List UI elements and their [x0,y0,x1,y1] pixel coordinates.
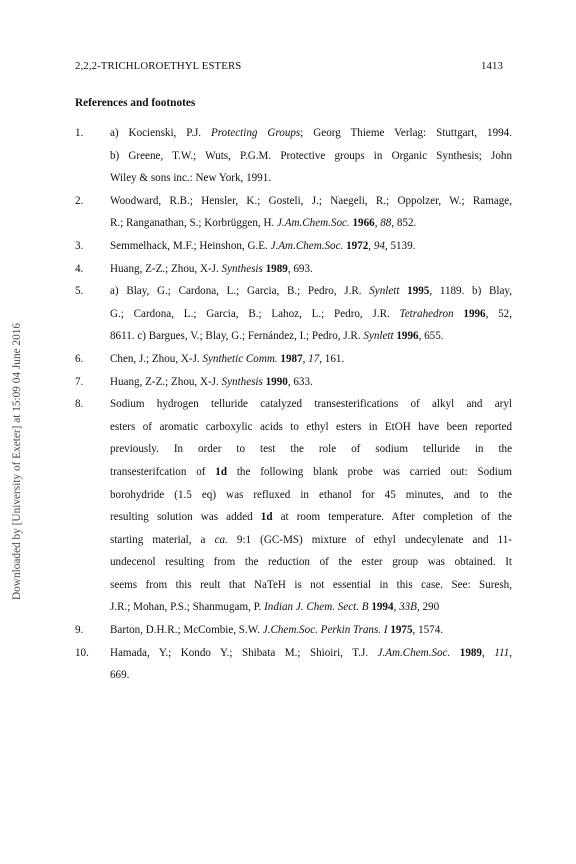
reference-number: 9. [75,624,84,637]
reference-line [110,190,512,213]
reference-line [110,551,512,574]
text-run: R.; Ranganathan, S.; Korbrüggen, H. [110,217,277,230]
reference-line [110,642,512,665]
italic-text: J.Am.Chem.Soc. [270,239,344,252]
text-run: resulting solution was added [110,511,261,524]
reference-text [110,280,512,348]
reference-item [75,190,512,235]
italic-text: 111 [494,646,510,659]
text-run: , [368,239,374,252]
reference-line [110,258,512,281]
bold-text: 1990 [265,375,288,388]
reference-list [75,122,512,687]
reference-line [110,122,512,145]
text-run: , [509,646,513,659]
text-run: 9:1 (GC-MS) mixture of ethyl undecylenate and 11- [227,533,512,546]
text-run: , 52, [485,307,513,320]
text-run: previously. In order to test the role of sodium telluride in the [110,443,512,456]
reference-number: 1. [75,127,84,139]
reference-text [110,393,512,619]
reference-text [110,258,512,281]
reference-item [75,393,512,619]
italic-text: Protecting Groups [211,127,301,139]
text-run: Semmelhack, M.F.; Heinshon, G.E. [110,239,271,252]
text-run: Huang, Z-Z.; Zhou, X-J. [110,262,222,275]
reference-text [110,348,512,371]
reference-line [110,348,512,371]
reference-line [110,393,512,416]
bold-text: 1d [260,511,273,524]
italic-text: Synlett [363,330,394,343]
bold-text: 1994 [371,601,394,614]
text-run: , [481,646,495,659]
italic-text: Indian J. Chem. Sect. B [264,601,369,614]
text-run: b) Greene, T.W.; Wuts, P.G.M. Protective groups in Organic Synthesis; John [110,149,512,162]
italic-text: Synthesis [221,262,263,275]
reference-line [110,461,512,484]
text-run: , 852. [391,217,417,230]
reference-item [75,348,512,371]
text-run: , 655. [418,330,444,343]
reference-number: 5. [75,285,84,298]
page-number: 1413 [481,60,503,72]
reference-text [110,371,512,394]
reference-text [110,619,512,642]
reference-number: 8. [75,398,84,411]
italic-text: ca. [214,533,228,546]
reference-item [75,619,512,642]
reference-text [110,642,512,687]
text-run: a) Blay, G.; Cardona, L.; Garcia, B.; Pedro, J.R. [110,285,370,298]
text-run: , 693. [287,262,313,275]
reference-number: 6. [75,352,84,365]
reference-line [110,484,512,507]
text-run: transesterifcation of [110,465,216,478]
bold-text: 1966 [352,217,375,230]
text-run: seems from this reult that NaTeH is not essential in this case. See: Suresh, [110,578,512,591]
bold-text: 1987 [280,352,303,365]
running-title: 2,2,2-TRICHLOROETHYL ESTERS [75,60,242,72]
reference-text [110,235,512,258]
reference-line [110,596,512,619]
reference-item [75,122,512,190]
reference-item [75,235,512,258]
text-run: a) Kocienski, P.J. [110,127,211,139]
italic-text: J.Am.Chem.Soc. [377,646,451,659]
reference-number: 2. [75,194,84,207]
bold-text: 1989 [459,646,482,659]
italic-text: 94 [373,239,385,252]
text-run: , 290 [416,601,440,614]
text-run: Barton, D.H.R.; McCombie, S.W. [110,624,263,637]
text-run: at room temperature. After completion of the [272,511,512,524]
bold-text: 1972 [346,239,369,252]
reference-line [110,438,512,461]
text-run: G.; Cardona, L.; Garcia, B.; Lahoz, L.; Pedro, J.R. [110,307,400,320]
text-run: borohydride (1.5 eq) was refluxed in ethanol for 45 minutes, and to the [110,488,512,501]
italic-text: Synthesis [221,375,263,388]
reference-item [75,642,512,687]
reference-item [75,280,512,348]
italic-text: Synthetic Comm. [202,352,278,365]
text-run: ; Georg Thieme Verlag: Stuttgart, 1994. [300,127,512,139]
text-run: Sodium hydrogen telluride catalyzed transesterifications of alkyl and aryl [110,398,512,411]
reference-number: 4. [75,262,84,275]
text-run: starting material, a [110,533,215,546]
text-run: 8611. c) Bargues, V.; Blay, G.; Fernández, I.; Pedro, J.R. [110,330,364,343]
text-run: the following blank probe was carried out: Sodium [227,465,512,478]
reference-line [110,529,512,552]
italic-text: 17 [308,352,320,365]
reference-line [110,506,512,529]
text-run: undecenol resulting from the reduction of the ester group was obtained. It [110,556,512,569]
reference-text [110,122,512,190]
reference-line [110,664,512,687]
reference-text [110,190,512,235]
italic-text: Tetrahedron [399,307,454,320]
text-run: , [393,601,400,614]
reference-number: 7. [75,375,84,388]
italic-text: Synlett [369,285,400,298]
text-run [450,647,460,659]
download-watermark: Downloaded by [University of Exeter] at 15:09 04 June 2016 [11,322,23,600]
text-run: Woodward, R.B.; Hensler, K.; Gosteli, J.; Naegeli, R.; Oppolzer, W.; Ramage, [110,194,512,207]
text-run: , 1574. [412,624,444,637]
section-title: References and footnotes [75,97,196,109]
text-run: Wiley & sons inc.: New York, 1991. [110,172,272,185]
reference-line [110,371,512,394]
bold-text: 1996 [396,330,419,343]
text-run: , [374,217,381,230]
bold-text: 1d [215,465,227,478]
bold-text: 1995 [407,285,430,298]
reference-number: 3. [75,239,84,252]
text-run [454,308,464,320]
bold-text: 1989 [265,262,288,275]
text-run: 669. [110,669,130,682]
reference-line [110,303,512,326]
text-run: esters of aromatic carboxylic acids to ethyl esters in EtOH have been reported [110,420,512,433]
text-run: , 5139. [384,239,416,252]
reference-line [110,212,512,235]
reference-item [75,258,512,281]
reference-line [110,167,512,190]
reference-number: 10. [75,646,89,659]
reference-line [110,325,512,348]
bold-text: 1975 [390,624,413,637]
italic-text: 33B [399,601,417,614]
reference-line [110,235,512,258]
text-run: , 161. [319,352,345,365]
italic-text: J.Am.Chem.Soc. [277,217,350,230]
bold-text: 1996 [463,307,486,320]
italic-text: J.Chem.Soc. Perkin Trans. I [262,624,388,637]
reference-line [110,619,512,642]
text-run [399,285,407,297]
text-run: , [302,352,309,365]
reference-line [110,574,512,597]
text-run: , 633. [287,375,313,388]
reference-line [110,145,512,168]
reference-item [75,371,512,394]
italic-text: 88 [380,217,392,230]
text-run: J.R.; Mohan, P.S.; Shanmugam, P. [110,601,265,614]
reference-line [110,280,512,303]
text-run: , 1189. b) Blay, [429,285,512,298]
text-run: Chen, J.; Zhou, X-J. [110,352,203,365]
text-run: Huang, Z-Z.; Zhou, X-J. [110,375,222,388]
text-run: Hamada, Y.; Kondo Y.; Shibata M.; Shioiri, T.J. [110,646,378,659]
reference-line [110,416,512,439]
